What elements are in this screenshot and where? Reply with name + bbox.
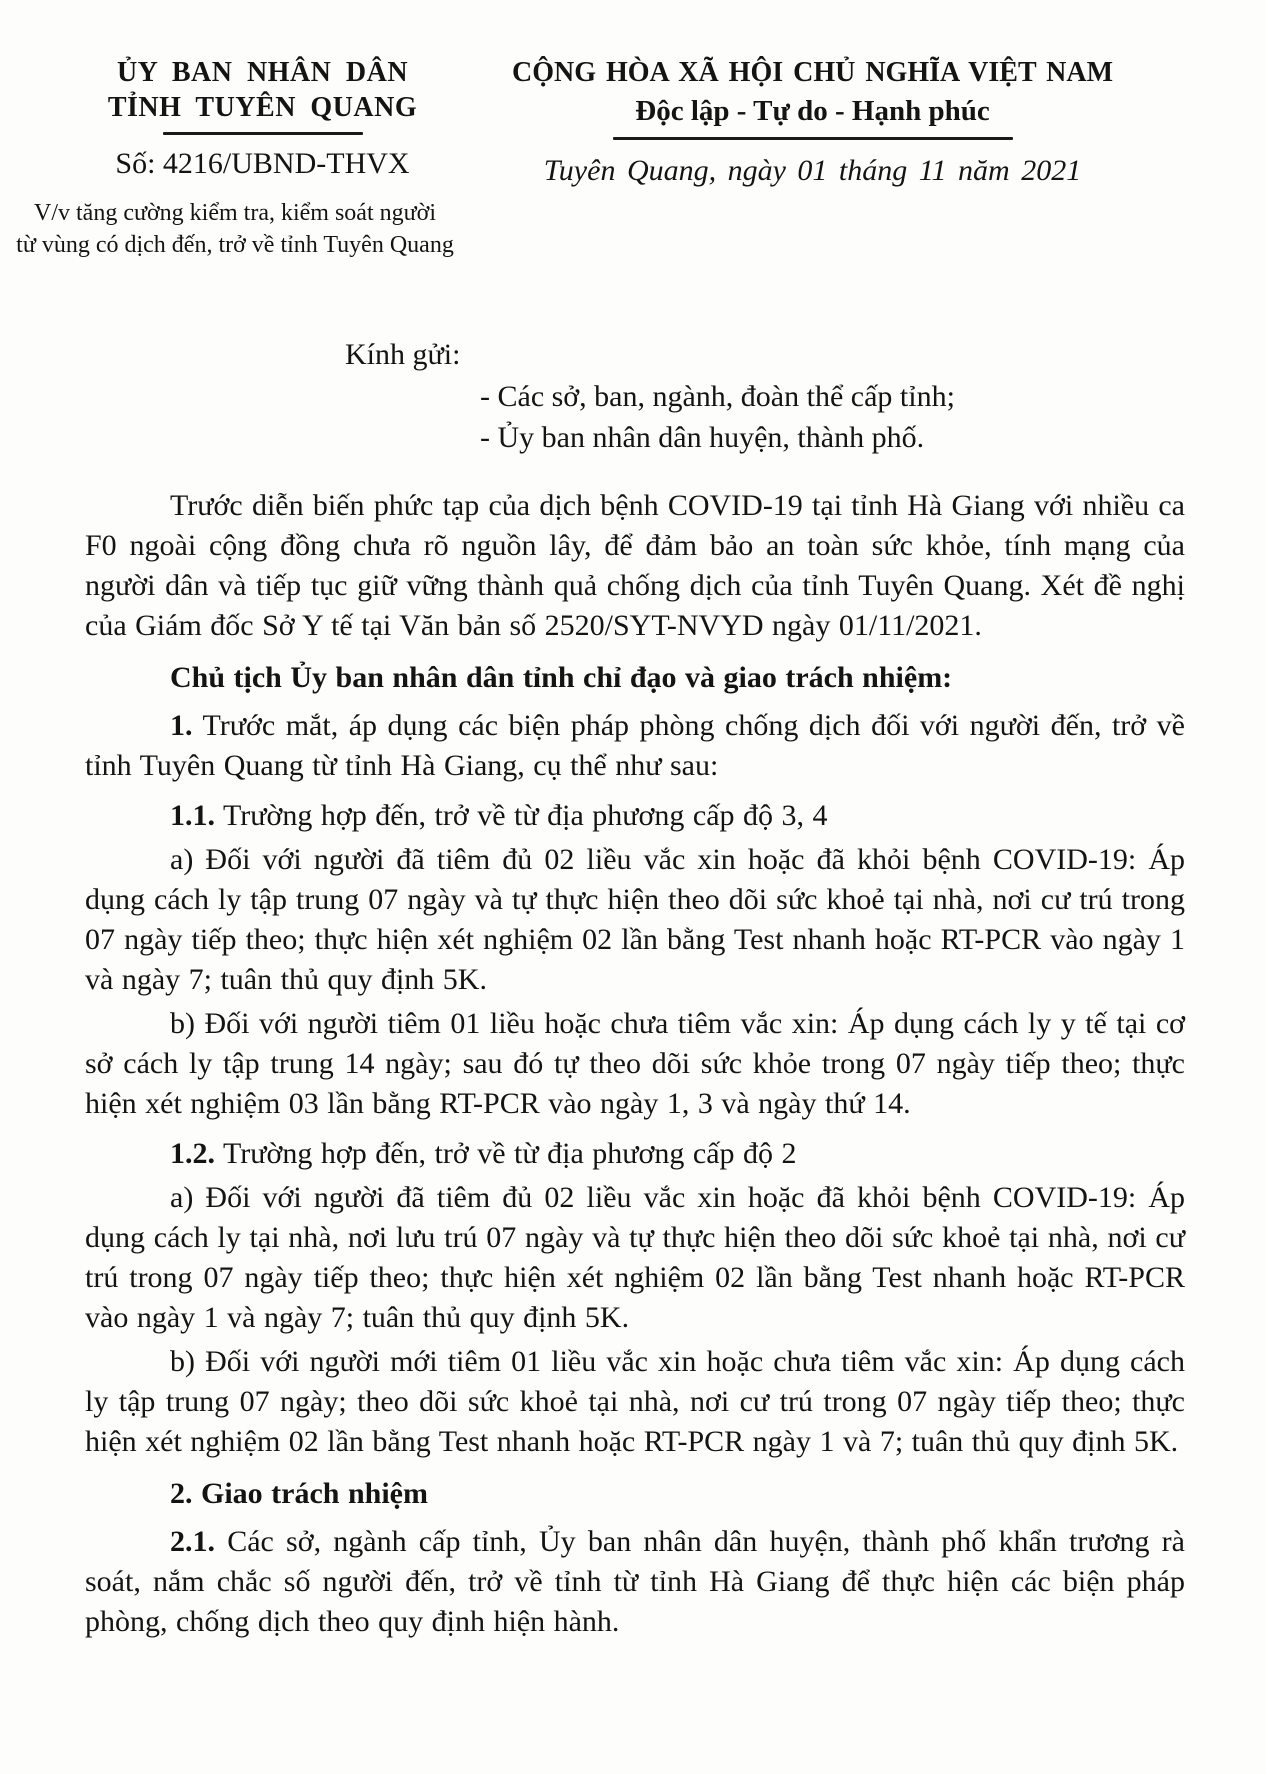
- item-1-2-label: 1.2.: [170, 1137, 215, 1170]
- document-body: [85, 486, 1185, 1642]
- authority-underline: [163, 132, 363, 135]
- document-subject: [15, 197, 455, 261]
- authority-name-line2: TỈNH TUYÊN QUANG: [107, 92, 418, 123]
- place-and-date: Tuyên Quang, ngày 01 tháng 11 năm 2021: [543, 154, 1082, 187]
- item-1-1-text: Trường hợp đến, trở về từ địa phương cấp độ 3, 4: [222, 799, 828, 832]
- section-2-heading: 2. Giao trách nhiệm: [170, 1477, 428, 1510]
- paragraph-item-1-2-a: a) Đối với người đã tiêm đủ 02 liều vắc xin hoặc đã khỏi bệnh COVID-19: Áp dụng cách ly tại nhà, nơi lưu trú 07 ngày và tự thực hiện theo dõi sức khoẻ tại nhà, nơi cư trú trong 07 ngày tiếp theo; thực hiện xét nghiệm 02 lần bằng Test nhanh hoặc RT-PCR vào ngày 1 và ngày 7; tuân thủ quy định 5K.: [85, 1181, 1185, 1334]
- national-motto: Độc lập - Tự do - Hạnh phúc: [635, 95, 990, 127]
- issuing-authority-block: [16, 55, 454, 261]
- recipient-item-2: - Ủy ban nhân dân huyện, thành phố.: [480, 421, 925, 454]
- paragraph-item-1-1: [85, 796, 1185, 836]
- paragraph-item-2-1: [85, 1522, 1185, 1642]
- subject-line2: từ vùng có dịch đến, trở về tỉnh Tuyên Quang: [16, 232, 454, 258]
- item-1-text: Trước mắt, áp dụng các biện pháp phòng chống dịch đối với người đến, trở về tỉnh Tuyên Quang từ tỉnh Hà Giang, cụ thể như sau:: [85, 709, 1185, 782]
- intro-paragraph: Trước diễn biến phức tạp của dịch bệnh COVID-19 tại tỉnh Hà Giang với nhiều ca F0 ngoài cộng đồng chưa rõ nguồn lây, để đảm bảo an toàn sức khỏe, tính mạng của người dân và tiếp tục giữ vững thành quả chống dịch của tỉnh Tuyên Quang. Xét đề nghị của Giám đốc Sở Y tế tại Văn bản số 2520/SYT-NVYD ngày 01/11/2021.: [85, 489, 1185, 642]
- document-number: Số: 4216/UBND-THVX: [115, 147, 410, 180]
- national-title: CỘNG HÒA XÃ HỘI CHỦ NGHĨA VIỆT NAM: [511, 57, 1114, 88]
- item-2-1-text: Các sở, ngành cấp tỉnh, Ủy ban nhân dân huyện, thành phố khẩn trương rà soát, nắm chắc số người đến, trở về tỉnh từ tỉnh Hà Giang để thực hiện các biện pháp phòng, chống dịch theo quy định hiện hành.: [85, 1525, 1185, 1638]
- directive-heading: Chủ tịch Ủy ban nhân dân tỉnh chỉ đạo và giao trách nhiệm:: [170, 661, 953, 694]
- paragraph-item-1: [85, 706, 1185, 786]
- paragraph-item-1-1-a: a) Đối với người đã tiêm đủ 02 liều vắc xin hoặc đã khỏi bệnh COVID-19: Áp dụng cách ly tập trung 07 ngày và tự thực hiện theo dõi sức khoẻ tại nhà, nơi cư trú trong 07 ngày tiếp theo; thực hiện xét nghiệm 02 lần bằng Test nhanh hoặc RT-PCR vào ngày 1 và ngày 7; tuân thủ quy định 5K.: [85, 843, 1185, 996]
- paragraph-item-1-1-b: b) Đối với người tiêm 01 liều hoặc chưa tiêm vắc xin: Áp dụng cách ly y tế tại cơ sở cách ly tập trung 14 ngày; sau đó tự theo dõi sức khỏe trong 07 ngày tiếp theo; thực hiện xét nghiệm 03 lần bằng RT-PCR vào ngày 1, 3 và ngày thứ 14.: [85, 1007, 1185, 1120]
- recipient-list: [480, 376, 1185, 458]
- paragraph-item-1-2-b: b) Đối với người mới tiêm 01 liều vắc xin hoặc chưa tiêm vắc xin: Áp dụng cách ly tập trung 07 ngày; theo dõi sức khoẻ tại nhà, nơi cư trú trong 07 ngày tiếp theo; thực hiện xét nghiệm 02 lần bằng Test nhanh hoặc RT-PCR ngày 1 và 7; tuân thủ quy định 5K.: [85, 1345, 1185, 1458]
- document-header: [16, 55, 1185, 261]
- item-2-1-label: 2.1.: [170, 1525, 215, 1558]
- item-1-2-text: Trường hợp đến, trở về từ địa phương cấp độ 2: [222, 1137, 797, 1170]
- authority-name-line1: ỦY BAN NHÂN DÂN: [116, 57, 409, 88]
- salutation-label: Kính gửi:: [345, 338, 461, 371]
- subject-line1: V/v tăng cường kiểm tra, kiểm soát người: [34, 200, 436, 226]
- item-1-label: 1.: [170, 709, 193, 742]
- recipient-item-1: - Các sở, ban, ngành, đoàn thể cấp tỉnh;: [480, 380, 955, 413]
- paragraph-item-1-2: [85, 1134, 1185, 1174]
- item-1-1-label: 1.1.: [170, 799, 215, 832]
- national-header-block: [440, 55, 1185, 190]
- motto-underline: [613, 137, 1013, 140]
